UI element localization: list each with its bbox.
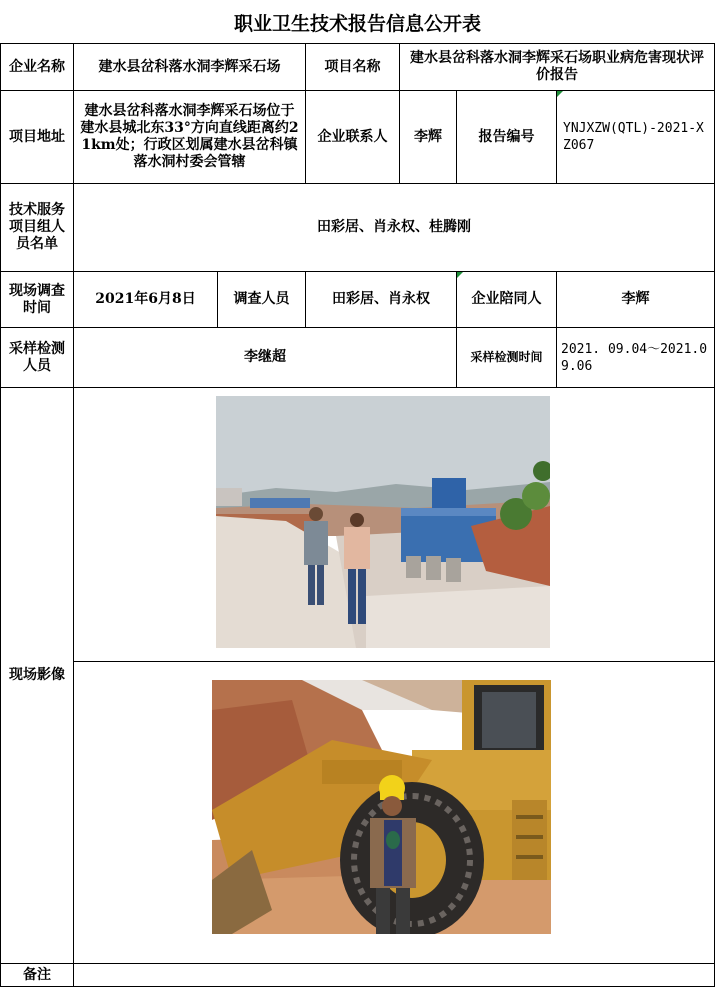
company-contact-value: 李辉 xyxy=(399,90,457,184)
surveyor-label: 调查人员 xyxy=(217,271,306,328)
company-contact-label: 企业联系人 xyxy=(305,90,400,184)
company-name-value: 建水县岔科落水洞李辉采石场 xyxy=(73,43,306,91)
report-number-value: YNJXZW(QTL)-2021-XZ067 xyxy=(556,90,715,184)
sampler-label: 采样检测人员 xyxy=(0,327,74,388)
project-name-value: 建水县岔科落水洞李辉采石场职业病危害现状评价报告 xyxy=(399,43,715,91)
team-members-label: 技术服务项目组人员名单 xyxy=(0,183,74,272)
page-title: 职业卫生技术报告信息公开表 xyxy=(233,12,481,35)
report-number-label: 报告编号 xyxy=(456,90,557,184)
survey-time-label: 现场调查时间 xyxy=(0,271,74,328)
company-escort-label: 企业陪同人 xyxy=(456,271,557,328)
remarks-value xyxy=(73,963,715,987)
surveyor-value: 田彩居、肖永权 xyxy=(305,271,457,328)
site-photos-label: 现场影像 xyxy=(0,387,74,964)
company-name-label: 企业名称 xyxy=(0,43,74,91)
sampler-value: 李继超 xyxy=(73,327,457,388)
quarry-photo-icon xyxy=(216,396,550,648)
company-escort-value: 李辉 xyxy=(556,271,715,328)
team-members-value: 田彩居、肖永权、桂腾刚 xyxy=(73,183,715,272)
project-name-label: 项目名称 xyxy=(305,43,400,91)
remarks-label: 备注 xyxy=(0,963,74,987)
loader-photo-icon xyxy=(212,680,551,934)
project-address-value: 建水县岔科落水洞李辉采石场位于建水县城北东33°方向直线距离约21km处；行政区划属建水县岔科镇落水洞村委会管辖 xyxy=(73,90,306,184)
survey-time-value: 2021年6月8日 xyxy=(73,271,218,328)
project-address-label: 项目地址 xyxy=(0,90,74,184)
sampling-time-value: 2021. 09.04～2021.09.06 xyxy=(556,327,715,388)
sampling-time-label: 采样检测时间 xyxy=(456,327,557,388)
